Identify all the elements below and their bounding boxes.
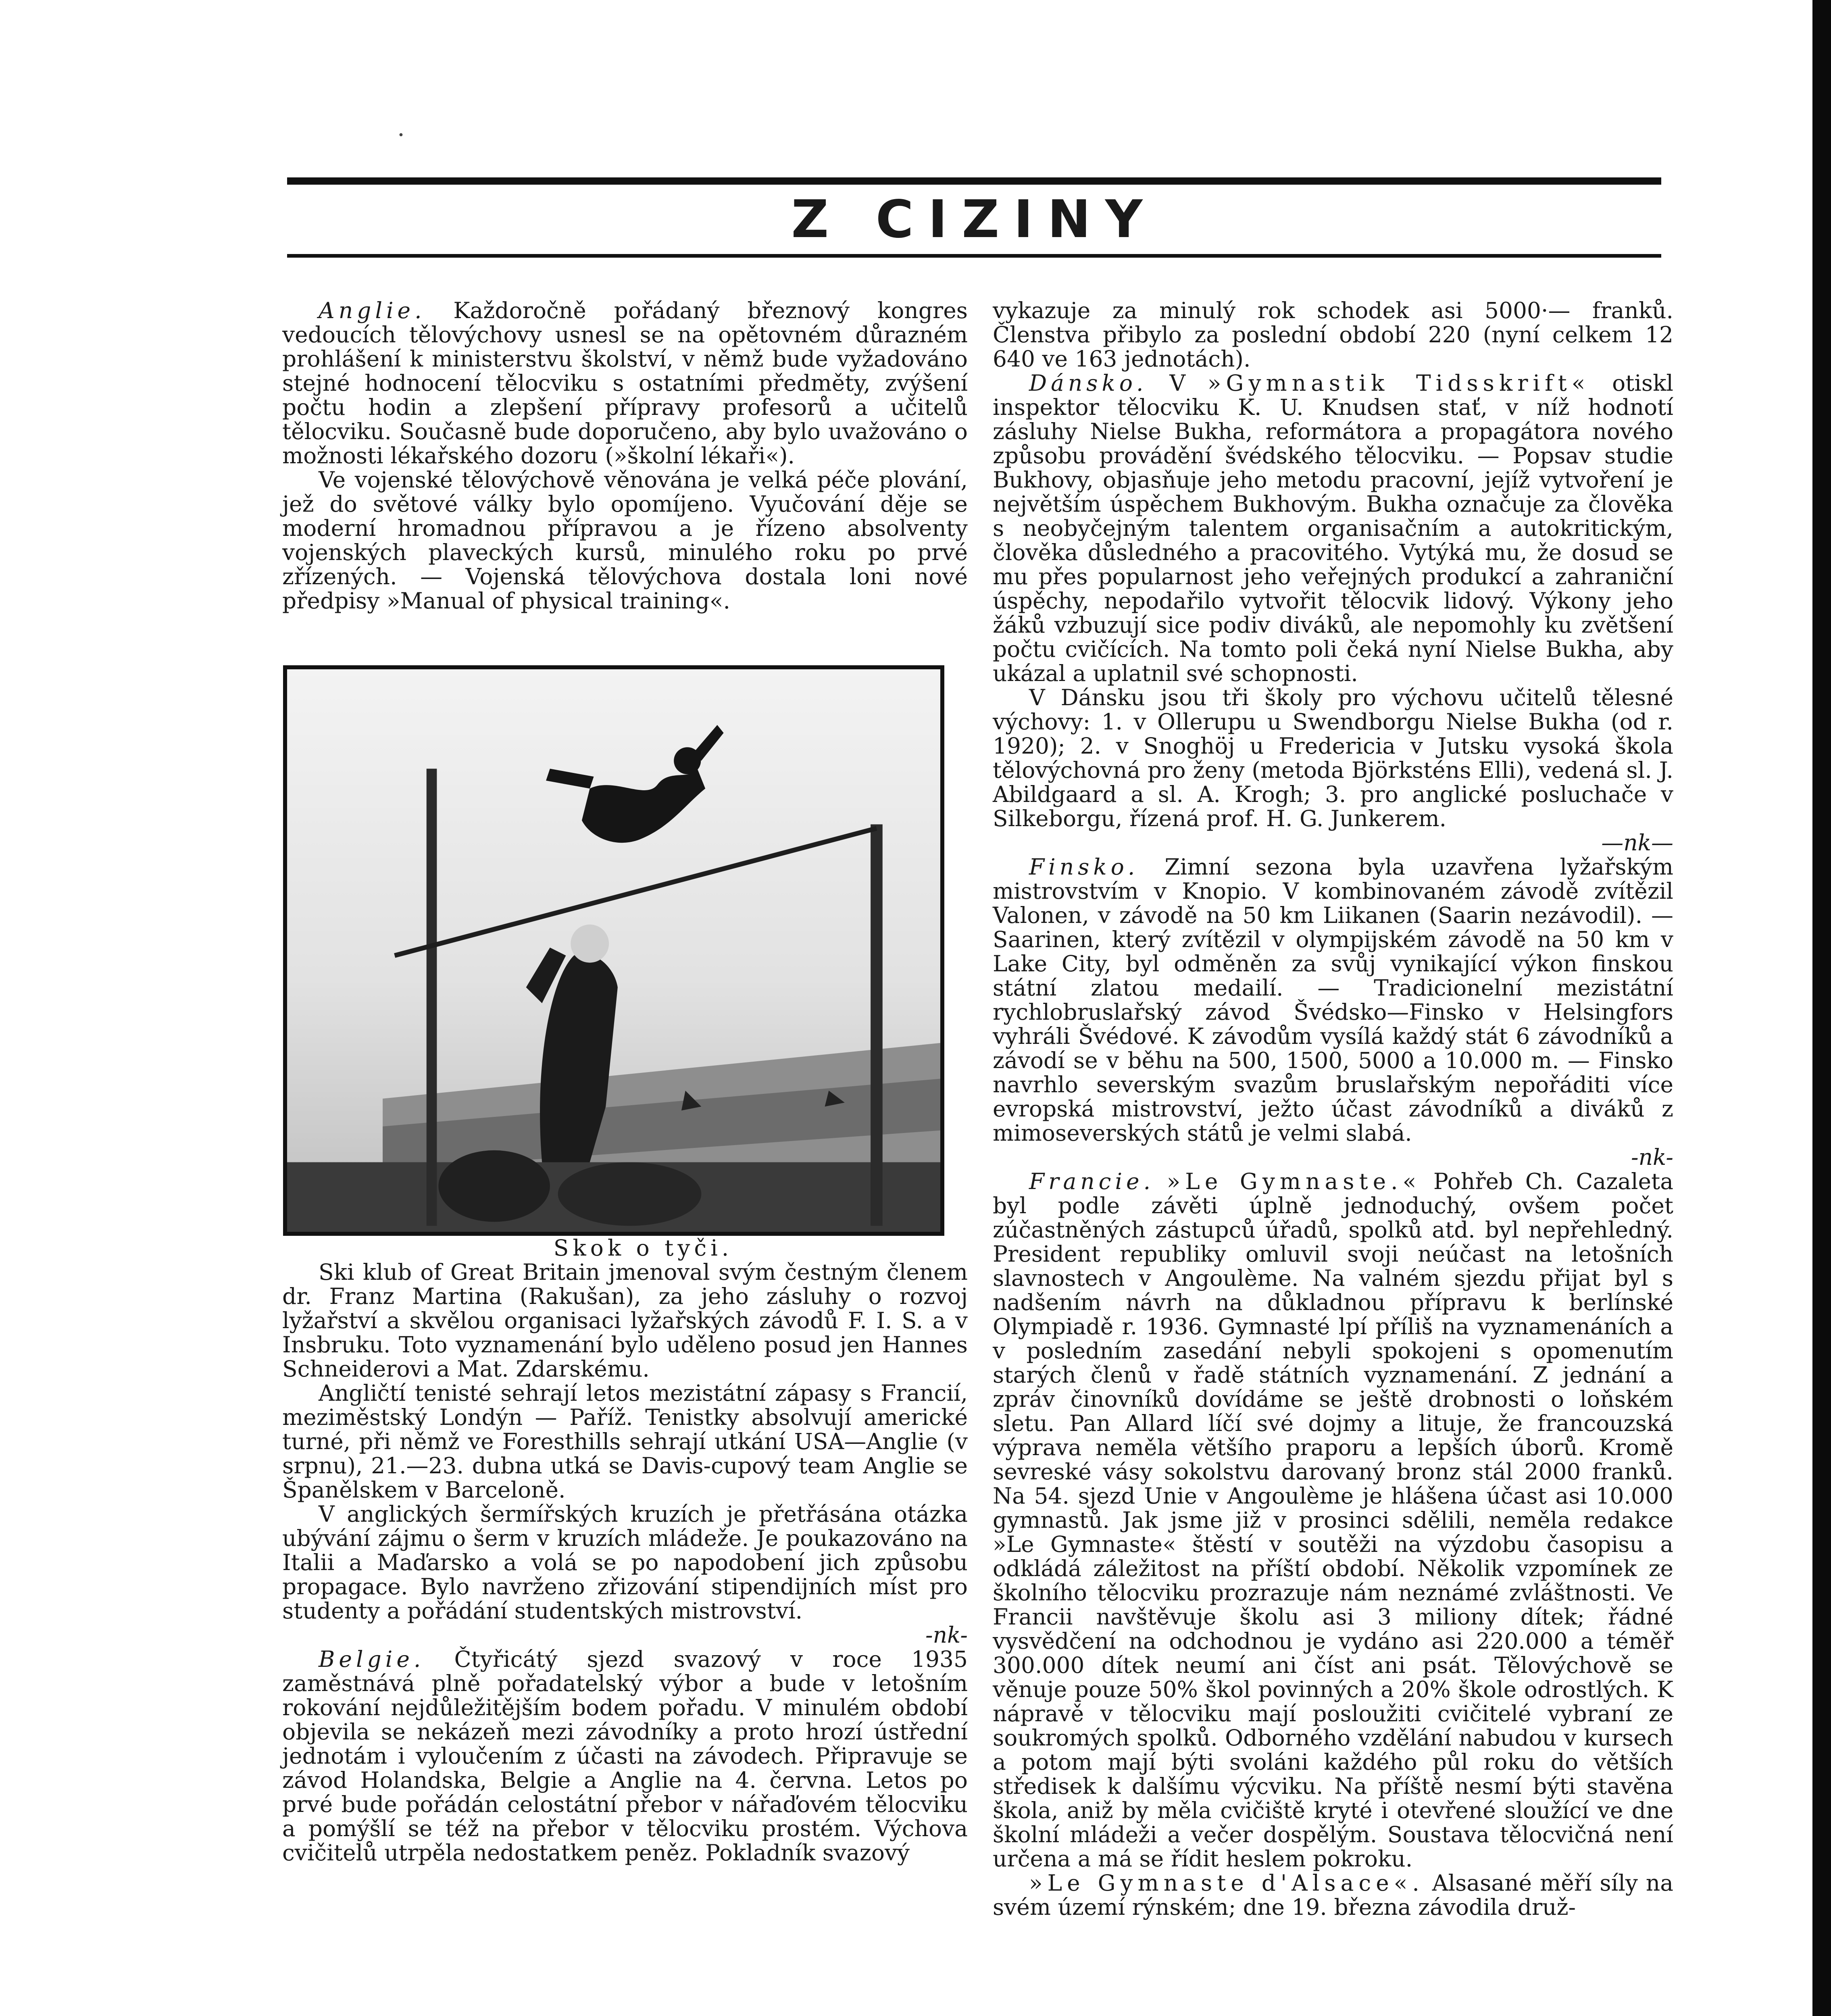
right-column	[993, 298, 1673, 1919]
paragraph-anglie-tennis: Angličtí tenisté sehrají letos mezistátní zápasy s Francií, meziměstský Londýn — Paříž. Tenistky absolvují americké turné, při němž ve Foresthills sehrají utkání USA—Anglie (v srpnu), 21.—23. dubna utká se Davis-cupový team Anglie se Španělskem v Barceloně.	[282, 1380, 968, 1503]
paragraph-dansko: Dánsko. V »Gymnastik Tidsskrift« otiskl inspektor tělocviku K. U. Knudsen stať, v níž hodnotí zásluhy Nielse Bukha, reformátora a propagátora nového způsobu provádění švédského tělocviku. — Popsav studie Bukhovy, objasňuje jeho metodu pracovní, jejíž vytvoření je největším úspěchem Bukhovým. Bukha označuje za člověka s neobyčejným talentem organisačním a autokritickým, člověka důsledného a pracovitého. Vytýká mu, že dosud se mu přes popularnost jeho veřejných produkcí a zahraniční úspěchy, nepodařilo vytvořit tělocvik lidový. Výkony jeho žáků vzbuzují sice podiv diváků, ale nepomohly ku zvětšení počtu cvičících. Na tomto poli čeká nyní Nielse Bukha, aby ukázal a uplatnil své schopnosti.	[993, 370, 1674, 686]
photo-block	[282, 665, 968, 1236]
left-column	[282, 298, 968, 1865]
source-title-le-gymnaste-alsace: »Le Gymnaste d'Alsace«.	[1029, 1870, 1424, 1896]
paragraph-anglie-military: Ve vojenské tělovýchově věnována je velká péče plování, jež do světové války bylo opomíjeno. Vyučování děje se moderní hromadnou přípravou a je řízeno absolventy vojenských plaveckých kursů, minulého roku po prvé zřízených. — Vojenská tělovýchova dostala loni nové předpisy »Manual of physical training«.	[282, 467, 968, 614]
paragraph-finsko: Finsko. Zimní sezona byla uzavřena lyžařským mistrovstvím v Knopio. V kombinovaném závodě zvítězil Valonen, v závodě na 50 km Liikanen (Saarin nezávodil). — Saarinen, který zvítězil v olympijském závodě na 50 km v Lake City, byl odměněn za svůj vynikající výkon finskou státní zlatou medailí. — Tradicionelní mezistátní rychlobruslařský závod Švédsko—Finsko v Helsingfors vyhráli Švédové. K závodům vysílá každý stát 6 závodníků a závodí se v běhu na 500, 1500, 5000 a 10.000 m. — Finsko navrhlo severským svazům bruslařským nepořáditi více evropská mistrovství, ježto účast závodníků a diváků z mimoseverských států je velmi slabá.	[993, 854, 1673, 1146]
pole-vault-photo	[283, 665, 944, 1236]
paragraph-anglie-ski: Ski klub of Great Britain jmenoval svým čestným členem dr. Franz Martina (Rakušan), za jeho zásluhy o rozvoj lyžařství a skvělou organisaci lyžařských závodů F. I. S. a v Insbruku. Toto vyznamenání bylo uděleno posud jen Hannes Schneiderovi a Mat. Zdarskému.	[282, 1259, 968, 1382]
paragraph-belgie: Belgie. Čtyřicátý sjezd svazový v roce 1935 zaměstnává plně pořadatelský výbor a bude v letošním rokování nejdůležitějším bodem pořadu. V minulém období objevila se nekázeň mezi závodníky a proto hrozí ústřední jednotám i vyloučením z účasti na závodech. Připravuje se závod Holandska, Belgie a Anglie na 4. června. Letos po prvé bude pořádán celostátní přebor v nářaďovém tělocviku a pomýšlí se též na přebor v tělocviku prostém. Výchova cvičitelů utrpěla nedostatkem peněz. Pokladník svazový	[282, 1646, 968, 1866]
source-title-le-gymnaste: »Le Gymnaste.«	[1167, 1168, 1421, 1194]
page-title: Z CIZINY	[791, 190, 1157, 250]
paragraph-anglie-congress: Anglie. Každoročně pořádaný březnový kongres vedoucích tělovýchovy usnesl se na opětovném důrazném prohlášení k ministerstvu školství, v němž bude vyžadováno stejné hodnocení tělocviku s ostatními předměty, zvýšení počtu hodin a zlepšení přípravy profesorů a učitelů tělocviku. Současně bude doporučeno, aby bylo uvažováno o možnosti lékařského dozoru (»školní lékaři«).	[282, 298, 968, 469]
section-lead-anglie: Anglie.	[319, 298, 426, 323]
signature-nk: —nk—	[1601, 830, 1673, 856]
source-title-gymnastik-tidsskrift: »Gymnastik Tidsskrift«	[1207, 370, 1590, 396]
paragraph-anglie-fencing: V anglických šermířských kruzích je přetřásána otázka ubývání zájmu o šerm v kruzích mládeže. Je poukazováno na Italii a Maďarsko a volá se po napodobení jich způsobu propagace. Bylo navrženo zřizování stipendijních míst pro studenty a pořádání studentských mistrovství.	[282, 1501, 968, 1624]
scan-speck: ·	[397, 121, 405, 149]
signature-nk: -nk-	[1631, 1144, 1673, 1170]
header-rule-bottom	[287, 254, 1661, 258]
paragraph-francie: Francie. »Le Gymnaste.« Pohřeb Ch. Cazaleta byl podle závěti úplně jednoduchý, ovšem počet zúčastněných zástupců úřadů, spolků atd. byl nepřehledný. President republiky omluvil svoji neúčast na letošních slavnostech v Angoulème. Na valném sjezdu přijat byl s nadšením návrh na důkladnou přípravu k berlínské Olympiadě r. 1936. Gymnasté lpí příliš na vyznamenáních a v posledním zasedání nebyli spokojeni s opomenutím starých členů v řadě státních vyznamenání. Z jednání a zpráv činovníků dovídáme se ještě drobnosti o loňském sletu. Pan Allard líčí své dojmy a lituje, že francouzská výprava neměla většího praporu a lepších úborů. Kromě sevreské vásy sokolstvu darovaný bronz stál 2000 franků. Na 54. sjezd Unie v Angoulème je hlášena účast asi 10.000 gymnastů. Jak jsme již v prosinci sdělili, neměla redakce »Le Gymnaste« štěstí v soutěži na výzdobu časopisu a odkládá záležitost na příští období. Několik vzpomínek ze školního tělocviku prozrazuje nám neznámé zvláštnosti. Ve Francii navštěvuje školu asi 3 miliony dítek; řádné vysvědčení na odchodnou je vydáno asi 220.000 a téměř 300.000 dítek neumí ani číst ani psát. Tělovýchově se věnuje pouze 50% škol povinných a 20% škole odrostlých. K nápravě v tělocviku mají posloužiti cvičitelé vybraní ze soukromých spolků. Odborného vzdělání nabudou v kursech a potom mají býti svoláni každého půl roku do větších středisek k dalšímu výcviku. Na příště nesmí býti stavěna škola, aniž by měla cvičiště kryté i otevřené sloužící ve dne školní mládeži a večer dospělým. Soustava tělocvičná není určena a má se řídit heslem pokroku.	[993, 1168, 1673, 1872]
paragraph-dansko-schools: V Dánsku jsou tři školy pro výchovu učitelů tělesné výchovy: 1. v Ollerupu u Swendborgu Nielse Bukha (od r. 1920); 2. v Snoghöj u Fredericia v Jutsku vysoká škola tělovýchovná pro ženy (metoda Björksténs Elli), vedená sl. J. Abildgaard a sl. A. Krogh; 3. pro anglické posluchače v Silkeborgu, řízená prof. H. G. Junkerem.	[993, 685, 1673, 831]
header-rule-top	[287, 177, 1661, 185]
section-lead-dansko: Dánsko.	[1029, 370, 1148, 396]
scan-border-right	[1812, 0, 1831, 2016]
section-lead-belgie: Belgie.	[319, 1646, 425, 1672]
signature-nk: -nk-	[925, 1622, 968, 1648]
paragraph-belgie-continued: vykazuje za minulý rok schodek asi 5000·— franků. Členstva přibylo za poslední období 220 (nyní celkem 12 640 ve 163 jednotách).	[993, 298, 1673, 372]
section-lead-finsko: Finsko.	[1029, 854, 1139, 880]
paragraph-alsace: »Le Gymnaste d'Alsace«. Alsasané měří síly na svém území rýnském; dne 19. března závodila druž-	[993, 1870, 1673, 1920]
photo-caption: Skok o tyči.	[553, 1235, 733, 1261]
section-lead-francie: Francie.	[1029, 1168, 1155, 1194]
